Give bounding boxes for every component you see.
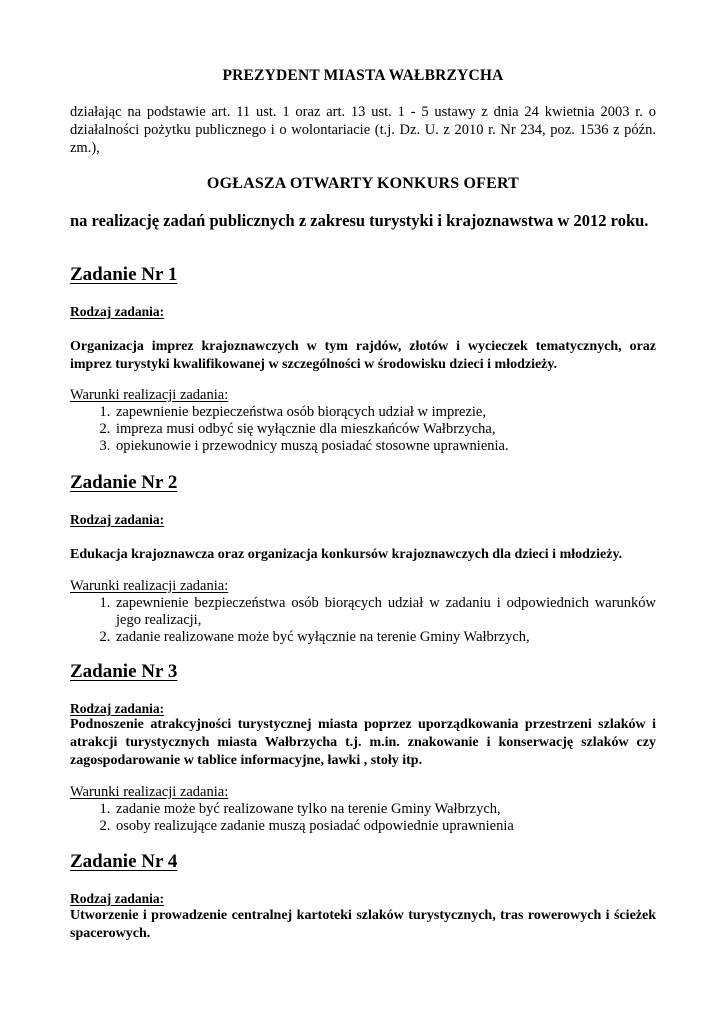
task-3-type-label: Rodzaj zadania: xyxy=(70,701,165,716)
task-3-description: Podnoszenie atrakcyjności turystycznej miasta poprzez uporządkowania przestrzeni szlaków i atrakcji turystycznych miasta Wałbrzycha t.j. m.in. znakowanie i konserwację szlaków czy zagospodarowanie w tablice informacyjne, ławki , stoły itp. xyxy=(70,717,656,768)
task-1-conditions-label: Warunki realizacji zadania: xyxy=(70,387,229,403)
task-3-conditions-label: Warunki realizacji zadania: xyxy=(70,784,229,800)
task-1-heading: Zadanie Nr 1 xyxy=(70,264,178,285)
condition-item: 3. opiekunowie i przewodnicy muszą posiadać stosowne uprawnienia. xyxy=(114,438,656,455)
task-4-heading: Zadanie Nr 4 xyxy=(70,851,178,872)
task-1-conditions-list xyxy=(70,404,656,455)
task-2-heading: Zadanie Nr 2 xyxy=(70,472,178,493)
condition-item: 2. osoby realizujące zadanie muszą posiadać odpowiednie uprawnienia xyxy=(114,818,656,835)
task-2-conditions-label: Warunki realizacji zadania: xyxy=(70,578,229,594)
task-2-conditions-list xyxy=(70,595,656,646)
condition-item: 1. zapewnienie bezpieczeństwa osób biorących udział w imprezie, xyxy=(114,404,656,421)
task-2-description: Edukacja krajoznawcza oraz organizacja konkursów krajoznawczych dla dzieci i młodzieży. xyxy=(70,547,623,562)
announcement-heading: OGŁASZA OTWARTY KONKURS OFERT xyxy=(206,175,520,192)
condition-item: 1. zapewnienie bezpieczeństwa osób biorących udział w zadaniu i odpowiednich warunków jego realizacji, xyxy=(114,595,656,629)
document-title: PREZYDENT MIASTA WAŁBRZYCHA xyxy=(222,67,504,84)
contest-subject: na realizację zadań publicznych z zakresu turystyki i krajoznawstwa w 2012 roku. xyxy=(70,211,649,230)
task-1-description: Organizacja imprez krajoznawczych w tym rajdów, złotów i wycieczek tematycznych, oraz imprez turystyki kwalifikowanej w szczególności w środowisku dzieci i młodzieży. xyxy=(70,339,656,372)
task-4-description: Utworzenie i prowadzenie centralnej kartoteki szlaków turystycznych, tras rowerowych i ścieżek spacerowych. xyxy=(70,908,656,941)
task-2-type-label: Rodzaj zadania: xyxy=(70,512,165,527)
condition-item: 2. impreza musi odbyć się wyłącznie dla mieszkańców Wałbrzycha, xyxy=(114,421,656,438)
task-3-conditions-list xyxy=(70,801,656,835)
legal-basis-paragraph: działając na podstawie art. 11 ust. 1 oraz art. 13 ust. 1 - 5 ustawy z dnia 24 kwietnia 2003 r. o działalności pożytku publicznego i o wolontariacie (t.j. Dz. U. z 2010 r. Nr 234, poz. 1536 z późn. zm.), xyxy=(70,104,656,156)
condition-item: 1. zadanie może być realizowane tylko na terenie Gminy Wałbrzych, xyxy=(114,801,656,818)
condition-item: 2. zadanie realizowane może być wyłącznie na terenie Gminy Wałbrzych, xyxy=(114,629,656,646)
task-4-type-label: Rodzaj zadania: xyxy=(70,891,165,906)
task-1-type-label: Rodzaj zadania: xyxy=(70,304,165,319)
task-3-heading: Zadanie Nr 3 xyxy=(70,661,178,682)
